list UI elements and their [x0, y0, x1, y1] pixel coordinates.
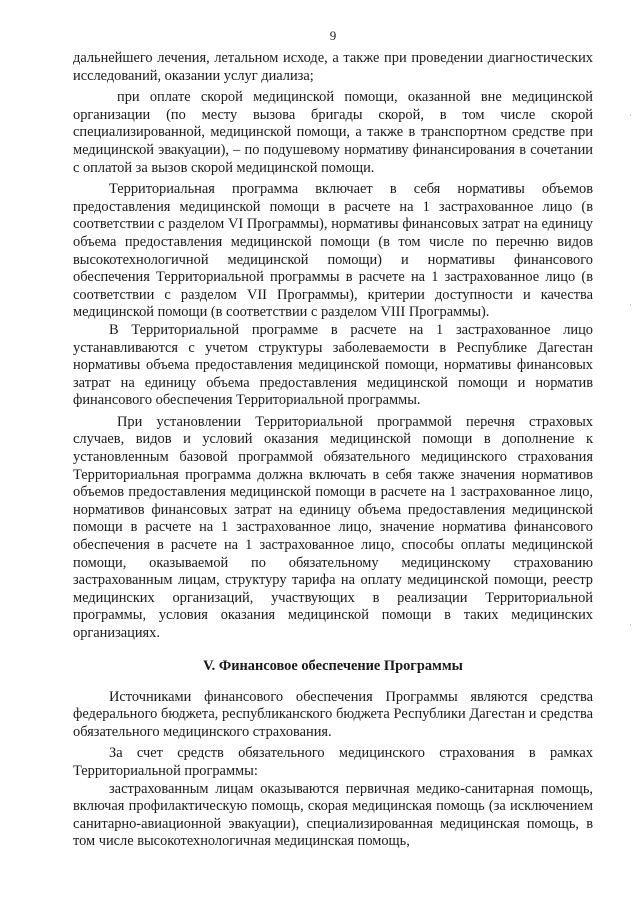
- margin-mark: ·: [629, 300, 632, 310]
- margin-mark: ·: [629, 620, 632, 630]
- document-page: [73, 28, 593, 851]
- paragraph-insurance-cases: При установлении Территориальной программой перечня страховых случаев, видов и условий оказания медицинской помощи в дополнение к установленным базовой программой обязательного медицинского страхования Территориальная программа должна включать в себя также значения нормативов объемов предоставления медицинской помощи в расчете на 1 застрахованное лицо, нормативов финансовых затрат на единицу объема предоставления медицинской помощи в расчете на 1 застрахованное лицо, значение норматива финансового обеспечения в расчете на 1 застрахованное лицо, способы оплаты медицинской помощи, оказываемой по обязательному медицинскому страхованию застрахованным лицам, структуру тарифа на оплату медицинской помощи, реестр медицинских организаций, участвующих в реализации Территориальной программы, условия оказания медицинской помощи в таких медицинских организациях.: [73, 413, 593, 641]
- page-number: 9: [329, 28, 337, 43]
- section-heading: V. Финансовое обеспечение Программы: [203, 657, 463, 674]
- paragraph-oms-funds: За счет средств обязательного медицинского страхования в рамках Территориальной программы:: [73, 745, 593, 779]
- paragraph-continuation: дальнейшего лечения, летальном исходе, а также при проведении диагностических исследований, оказании услуг диализа;: [73, 50, 593, 84]
- paragraph-insured-norms: В Территориальной программе в расчете на 1 застрахованное лицо устанавливаются с учетом структуры заболеваемости в Республике Дагестан нормативы объема предоставления медицинской помощи, нормативы финансовых затрат на единицу объема предоставления медицинской помощи и норматив финансового обеспечения Территориальной программы.: [73, 321, 593, 409]
- paragraph-ambulance-payment: при оплате скорой медицинской помощи, оказанной вне медицинской организации (по месту вызова бригады скорой, в том числе скорой специализированной, медицинской помощи, а также в транспортном средстве при медицинской эвакуации), – по подушевому нормативу финансирования в сочетании с оплатой за вызов скорой медицинской помощи.: [73, 89, 593, 176]
- paragraph-insured-care: застрахованным лицам оказываются первичная медико-санитарная помощь, включая профилактическую помощь, скорая медицинская помощь (за исключением санитарно-авиационной эвакуации), специализированная медицинская помощь, в том числе высокотехнологичная медицинская помощь,: [73, 780, 593, 850]
- margin-mark: ·: [629, 110, 632, 120]
- paragraph-program-norms: Территориальная программа включает в себя нормативы объемов предоставления медицинской помощи в расчете на 1 застрахованное лицо (в соответствии с разделом VI Программы), нормативы финансовых затрат на единицу объема предоставления медицинской помощи (в том числе по перечню видов высокотехнологичной медицинской помощи) и нормативы финансового обеспечения Территориальной программы в расчете на 1 застрахованное лицо (в соответствии с разделом VII Программы), критерии доступности и качества медицинской помощи (в соответствии с разделом VIII Программы).: [73, 181, 593, 321]
- paragraph-funding-sources: Источниками финансового обеспечения Программы являются средства федерального бюджета, республиканского бюджета Республики Дагестан и средства обязательного медицинского страхования.: [73, 688, 593, 740]
